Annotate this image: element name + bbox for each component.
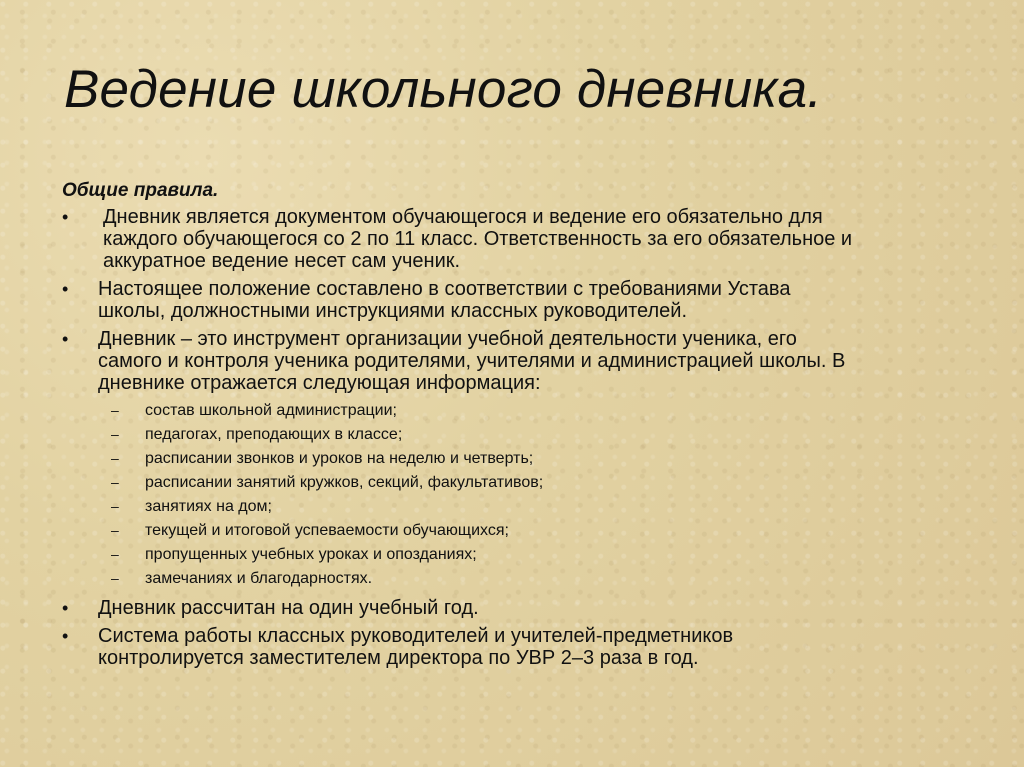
dash-marker: – xyxy=(111,450,119,466)
bullet-line: каждого обучающегося со 2 по 11 класс. Ответственность за его обязательное и xyxy=(103,228,853,250)
sublist-item xyxy=(111,544,982,565)
sublist-item-text: состав школьной администрации; xyxy=(145,402,397,419)
bullet-line: самого и контроля ученика родителями, учителями и администрацией школы. В xyxy=(98,350,846,372)
bullet-item-control-system xyxy=(62,625,982,669)
bullet-marker: • xyxy=(62,329,69,349)
bullet-marker: • xyxy=(62,279,69,299)
bullet-line: Дневник рассчитан на один учебный год. xyxy=(98,597,479,619)
sublist-item xyxy=(111,472,982,493)
dash-marker: – xyxy=(111,498,119,514)
sublist-item-text: замечаниях и благодарностях. xyxy=(145,570,373,587)
bullet-item-regulation xyxy=(62,278,982,322)
dash-marker: – xyxy=(111,426,119,442)
bullet-item-diary-purpose xyxy=(62,328,982,394)
dash-marker: – xyxy=(111,402,119,418)
bullet-line: аккуратное ведение несет сам ученик. xyxy=(103,250,461,272)
bullet-marker: • xyxy=(62,598,69,618)
dash-marker: – xyxy=(111,546,119,562)
sublist-item xyxy=(111,424,982,445)
section-heading: Общие правила. xyxy=(62,180,219,201)
bullet-line: Дневник является документом обучающегося и ведение его обязательно для xyxy=(103,206,823,228)
sublist-item-text: занятиях на дом; xyxy=(145,498,272,515)
dash-marker: – xyxy=(111,522,119,538)
bullet-line: школы, должностными инструкциями классных руководителей. xyxy=(98,300,688,322)
bullet-marker: • xyxy=(62,626,69,646)
sublist-item xyxy=(111,520,982,541)
sublist-item-text: расписании занятий кружков, секций, факультативов; xyxy=(145,474,544,491)
sublist-item-text: педагогах, преподающих в классе; xyxy=(145,426,403,443)
slide-title: Ведение школьного дневника. xyxy=(64,60,823,119)
information-sublist xyxy=(62,400,982,589)
dash-marker: – xyxy=(111,570,119,586)
bullet-line: дневнике отражается следующая информация: xyxy=(98,372,541,394)
sublist-item xyxy=(111,400,982,421)
bullet-item-diary-document xyxy=(62,206,982,272)
bullet-line: контролируется заместителем директора по УВР 2–3 раза в год. xyxy=(98,647,699,669)
sublist-item-text: пропущенных учебных уроках и опозданиях; xyxy=(145,546,477,563)
slide-content xyxy=(62,180,982,675)
bullet-line: Дневник – это инструмент организации учебной деятельности ученика, его xyxy=(98,328,797,350)
dash-marker: – xyxy=(111,474,119,490)
bullet-item-school-year xyxy=(62,597,982,619)
sublist-item xyxy=(111,448,982,469)
sublist-item-text: текущей и итоговой успеваемости обучающихся; xyxy=(145,522,509,539)
sublist-item xyxy=(111,496,982,517)
sublist-item-text: расписании звонков и уроков на неделю и четверть; xyxy=(145,450,534,467)
bullet-line: Настоящее положение составлено в соответствии с требованиями Устава xyxy=(98,278,791,300)
bullet-marker: • xyxy=(62,207,69,227)
bullet-line: Система работы классных руководителей и учителей-предметников xyxy=(98,625,734,647)
sublist-item xyxy=(111,568,982,589)
